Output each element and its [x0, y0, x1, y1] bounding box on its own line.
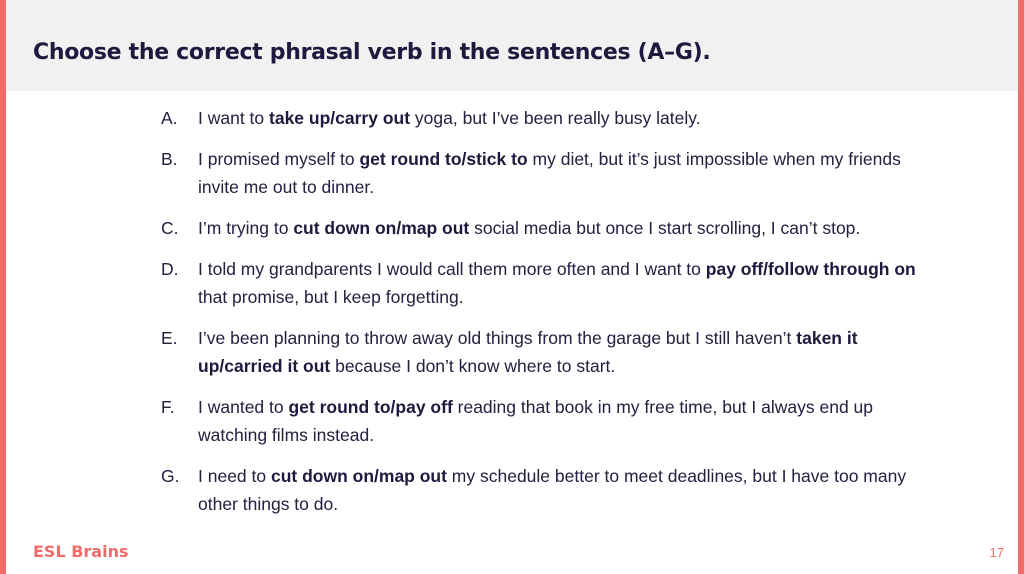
sentence-letter: F. [161, 397, 175, 417]
sentence-part: because I don’t know where to start. [330, 356, 616, 376]
sentence-text [198, 255, 941, 311]
sentence-text [198, 145, 941, 201]
sentence-item-c [161, 214, 941, 242]
sentence-item-f [161, 393, 941, 449]
sentence-text [198, 393, 941, 449]
phrasal-verb-options: take up/carry out [269, 108, 411, 128]
phrasal-verb-options: get round to/pay off [288, 397, 453, 417]
page-title: Choose the correct phrasal verb in the sentences (A–G). [33, 40, 711, 65]
phrasal-verb-options: cut down on/map out [270, 466, 447, 486]
page-number: 17 [989, 545, 1004, 560]
sentence-letter: E. [161, 328, 178, 348]
sentence-part: my diet, but it’s just impossible when my friends invite me out to dinner. [198, 149, 901, 197]
phrasal-verb-options: pay off/follow through on [705, 259, 916, 279]
sentence-letter: C. [161, 218, 179, 238]
sentence-letter: A. [161, 108, 178, 128]
sentence-part: reading that book in my free time, but I always end up watching films instead. [198, 397, 874, 445]
sentence-text [198, 324, 941, 380]
sentence-text [198, 462, 941, 518]
sentence-part: yoga, but I’ve been really busy lately. [410, 108, 701, 128]
phrasal-verb-options: cut down on/map out [293, 218, 470, 238]
sentence-text [198, 104, 941, 132]
sentence-part: social media but once I start scrolling, I can’t stop. [469, 218, 861, 238]
sentence-letter: G. [161, 466, 180, 486]
sentence-part: I wanted to [198, 397, 289, 417]
sentence-part: that promise, but I keep forgetting. [198, 287, 464, 307]
sentence-part: I told my grandparents I would call them more often and I want to [198, 259, 706, 279]
sentence-list [161, 104, 941, 531]
sentence-item-a [161, 104, 941, 132]
sentence-part: I need to [198, 466, 271, 486]
phrasal-verb-options: get round to/stick to [359, 149, 528, 169]
brand-logo: ESL Brains [33, 542, 129, 561]
sentence-item-d [161, 255, 941, 311]
sentence-part: my schedule better to meet deadlines, but I have too many other things to do. [198, 466, 907, 514]
sentence-part: I want to [198, 108, 270, 128]
sentence-part: I’m trying to [198, 218, 294, 238]
sentence-item-b [161, 145, 941, 201]
sentence-item-g [161, 462, 941, 518]
sentence-item-e [161, 324, 941, 380]
sentence-part: I promised myself to [198, 149, 360, 169]
sentence-letter: D. [161, 259, 179, 279]
phrasal-verb-options: taken it up/carried it out [198, 328, 858, 376]
sentence-part: I’ve been planning to throw away old things from the garage but I still haven’t [198, 328, 797, 348]
sentence-text [198, 214, 941, 242]
sentence-letter: B. [161, 149, 178, 169]
